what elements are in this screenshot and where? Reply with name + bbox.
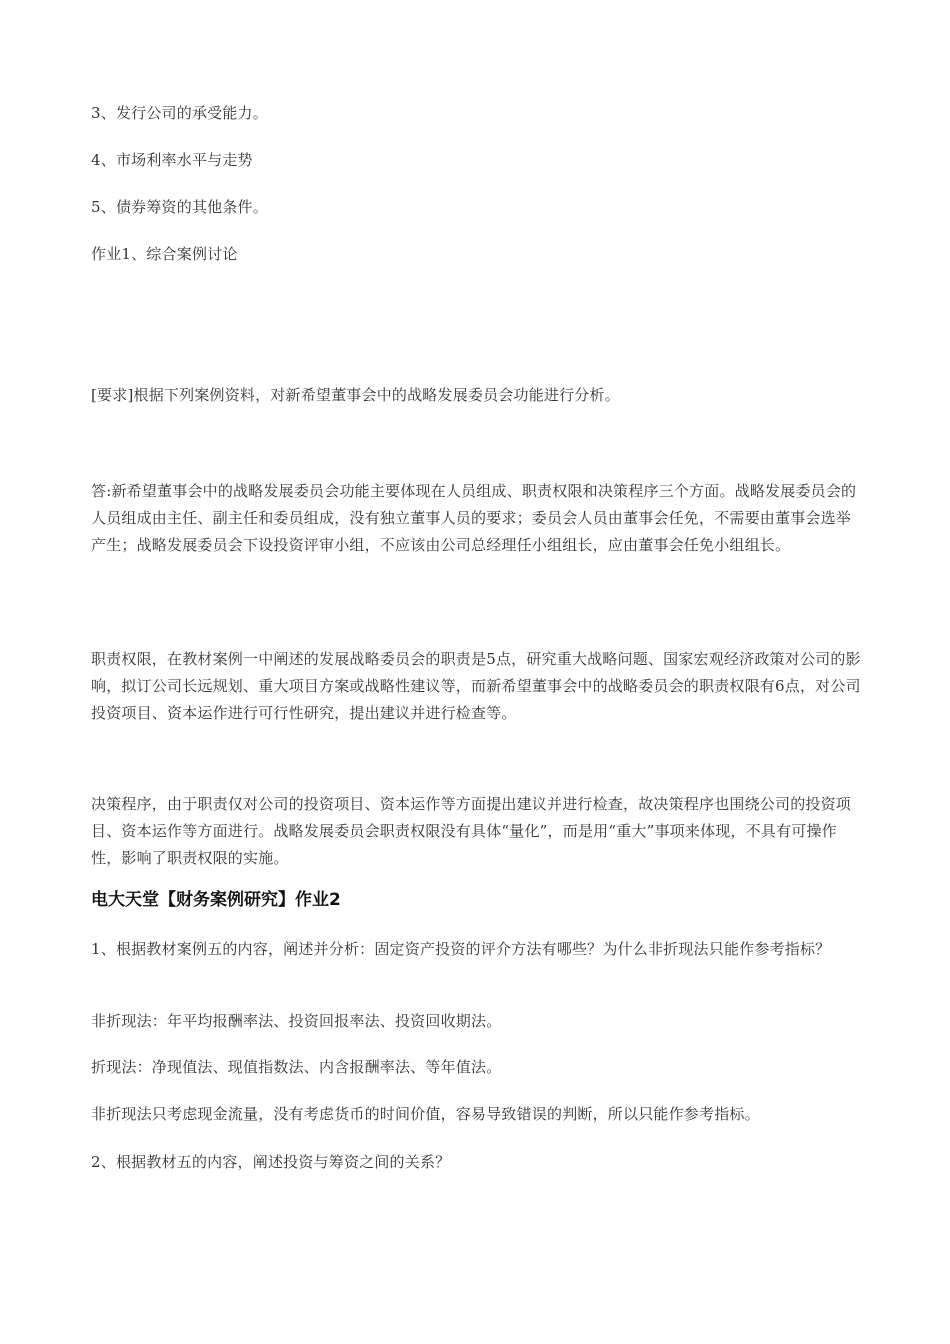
decision-paragraph: 决策程序，由于职责仅对公司的投资项目、资本运作等方面提出建议并进行检查，故决策程序也围绕公司的投资项目、资本运作等方面进行。战略发展委员会职责权限没有具体“量化”，而是用“重大”事项来体现，不具有可操作性，影响了职责权限的实施。 <box>91 795 852 867</box>
section-heading: 电大天堂【财务案例研究】作业2 <box>91 890 341 910</box>
question-2: 2、根据教材五的内容，阐述投资与筹资之间的关系？ <box>91 1153 451 1171</box>
duties-paragraph: 职责权限，在教材案例一中阐述的发展战略委员会的职责是5点，研究重大战略问题、国家宏观经济政策对公司的影响，拟订公司长远规划、重大项目方案或战略性建议等，而新希望董事会中的战略委员会的职责权限有6点，对公司投资项目、资本运作进行可行性研究，提出建议并进行检查等。 <box>91 650 861 722</box>
non-discount-methods: 非折现法：年平均报酬率法、投资回报率法、投资回收期法。 <box>91 1012 502 1030</box>
list-item-4: 4、市场利率水平与走势 <box>91 151 253 169</box>
requirement-paragraph: [要求]根据下列案例资料，对新希望董事会中的战略发展委员会功能进行分析。 <box>91 386 620 404</box>
question-1: 1、根据教材案例五的内容，阐述并分析：固定资产投资的评介方法有哪些？为什么非折现法只能作参考指标？ <box>91 940 831 958</box>
homework-1-title: 作业1、综合案例讨论 <box>91 245 238 263</box>
discount-methods: 折现法：净现值法、现值指数法、内含报酬率法、等年值法。 <box>91 1058 502 1076</box>
answer-paragraph: 答:新希望董事会中的战略发展委员会功能主要体现在人员组成、职责权限和决策程序三个方面。战略发展委员会的人员组成由主任、副主任和委员组成，没有独立董事人员的要求；委员会人员由董事会任免，不需要由董事会选举产生；战略发展委员会下设投资评审小组，不应该由公司总经理任小组组长，应由董事会任免小组组长。 <box>91 482 857 554</box>
list-item-3: 3、发行公司的承受能力。 <box>91 104 268 122</box>
list-item-5: 5、债券筹资的其他条件。 <box>91 198 268 216</box>
non-discount-note: 非折现法只考虑现金流量，没有考虑货币的时间价值，容易导致错误的判断，所以只能作参考指标。 <box>91 1105 760 1123</box>
